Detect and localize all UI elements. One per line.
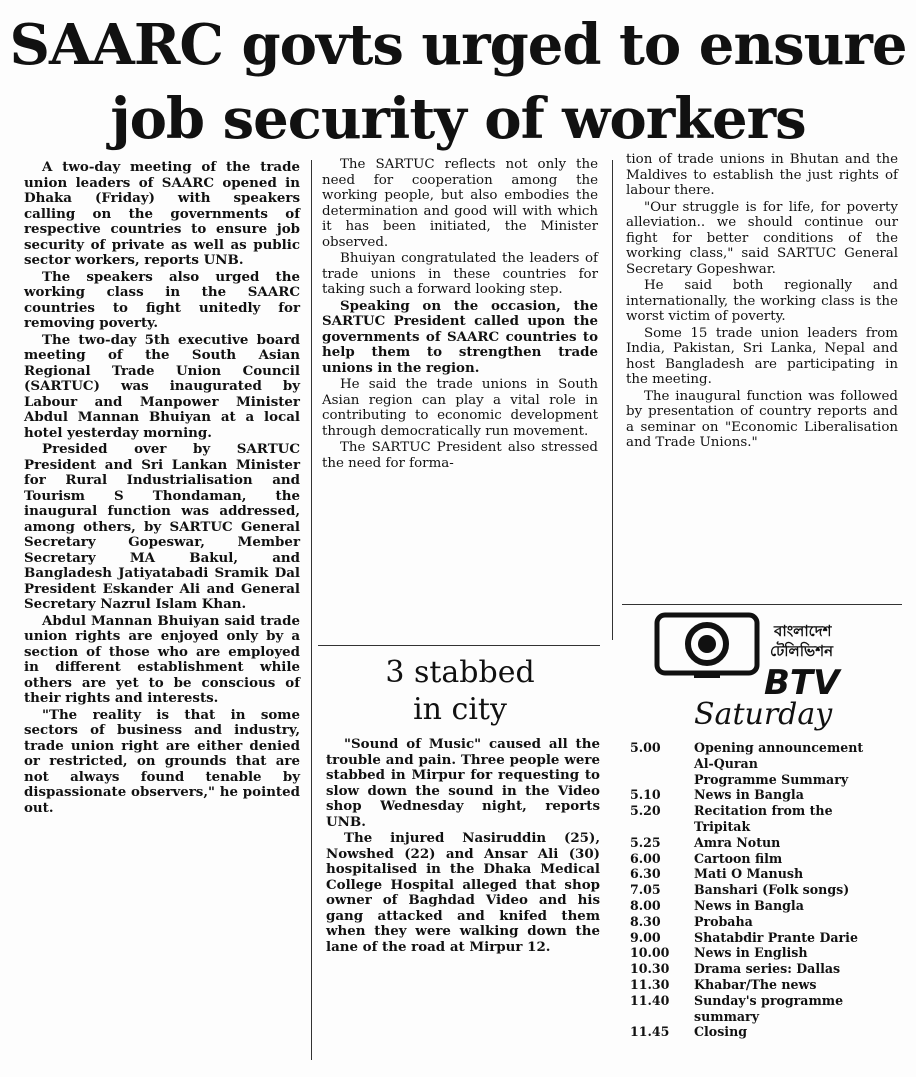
- schedule-row: [630, 898, 902, 914]
- programme-line: Shatabdir Prante Darie: [694, 929, 858, 945]
- programme-line: summary: [694, 1008, 760, 1024]
- schedule-programme: [694, 882, 902, 898]
- programme-line: News in Bangla: [694, 897, 804, 913]
- schedule-time: 10.00: [630, 945, 670, 961]
- schedule-row: [630, 961, 902, 977]
- paragraph: He said both regionally and internationally, the working class is the worst victim of poverty.: [626, 278, 898, 324]
- schedule-row: [630, 851, 902, 867]
- programme-line: Al-Quran: [694, 755, 758, 771]
- programme-line: Drama series: Dallas: [694, 961, 841, 977]
- programme-line: Amra Notun: [694, 834, 781, 850]
- schedule-row: [630, 787, 902, 803]
- schedule-programme: [694, 961, 902, 977]
- schedule-time: 7.05: [630, 882, 661, 898]
- schedule-time: 11.45: [630, 1024, 670, 1040]
- schedule-time: 5.00: [630, 740, 661, 755]
- tv-schedule: [630, 740, 902, 1040]
- headline-line-1: SAARC govts urged to ensure: [9, 12, 907, 78]
- schedule-programme: [694, 930, 902, 946]
- schedule-programme: [694, 993, 902, 1025]
- schedule-row: [630, 945, 902, 961]
- schedule-programme: [694, 851, 902, 867]
- main-story-column-2: [322, 157, 598, 472]
- schedule-row: [630, 977, 902, 993]
- paragraph: The inaugural function was followed by presentation of country reports and a seminar on "Economic Liberalisation and Trade Unions.": [626, 388, 898, 450]
- second-headline-line-2: in city: [413, 692, 507, 727]
- programme-line: Tripitak: [694, 818, 751, 834]
- channel-name: BTV: [764, 663, 840, 703]
- schedule-time: 6.30: [630, 866, 661, 882]
- schedule-row: [630, 1024, 902, 1040]
- schedule-programme: [694, 977, 902, 993]
- second-headline-line-1: 3 stabbed: [385, 655, 535, 690]
- programme-line: Programme Summary: [694, 771, 849, 787]
- schedule-time: 11.30: [630, 976, 670, 992]
- schedule-row: [630, 803, 902, 835]
- schedule-programme: [694, 1024, 902, 1040]
- paragraph: The speakers also urged the working class in the SAARC countries to fight unitedly for removing poverty.: [24, 268, 300, 331]
- schedule-time: 10.30: [630, 961, 670, 977]
- schedule-time: 5.20: [630, 803, 661, 819]
- paragraph: A two-day meeting of the trade union leaders of SAARC opened in Dhaka (Friday) with speakers calling on the governments of respective countries to ensure job security of private as well as public sector workers, reports UNB.: [24, 159, 300, 268]
- paragraph: Speaking on the occasion, the SARTUC President called upon the governments of SAARC countries to help them to strengthen trade unions in the region.: [322, 297, 598, 376]
- schedule-programme: [694, 914, 902, 930]
- schedule-time: 11.40: [630, 992, 670, 1008]
- programme-line: Banshari (Folk songs): [694, 882, 850, 898]
- programme-line: News in Bangla: [694, 787, 804, 803]
- programme-line: Sunday's programme: [694, 992, 844, 1008]
- schedule-row: [630, 930, 902, 946]
- tv-screen-dot-icon: [698, 635, 716, 653]
- paragraph: Bhuiyan congratulated the leaders of trade unions in these countries for taking such a forward looking step.: [322, 251, 598, 297]
- schedule-row: [630, 740, 902, 787]
- schedule-programme: [694, 866, 902, 882]
- paragraph: "Sound of Music" caused all the trouble and pain. Three people were stabbed in Mirpur for requesting to slow down the sound in the Video shop Wednesday night, reports UNB.: [326, 736, 600, 830]
- logo-bangla-line-2: টেলিভিশন: [770, 642, 834, 660]
- schedule-time: 5.25: [630, 834, 661, 850]
- programme-line: Closing: [694, 1024, 748, 1040]
- schedule-programme: [694, 740, 902, 787]
- schedule-time: 9.00: [630, 929, 661, 945]
- column-rule: [311, 160, 312, 1060]
- paragraph: tion of trade unions in Bhutan and the Maldives to establish the just rights of labour there.: [626, 152, 898, 198]
- paragraph: He said the trade unions in South Asian region can play a vital role in contributing to economic development through democratically run movement.: [322, 377, 598, 439]
- schedule-programme: [694, 898, 902, 914]
- main-story-column-1: [24, 160, 300, 817]
- column-rule: [612, 160, 613, 640]
- schedule-time: 6.00: [630, 850, 661, 866]
- schedule-row: [630, 882, 902, 898]
- headline: [0, 8, 916, 156]
- paragraph: The SARTUC President also stressed the need for forma-: [322, 440, 598, 471]
- programme-line: Probaha: [694, 913, 753, 929]
- paragraph: Abdul Mannan Bhuiyan said trade union rights are enjoyed only by a section of those who are employed in different establishment while others are yet to be conscious of their rights and interests.: [24, 612, 300, 706]
- second-story-headline: [322, 654, 598, 728]
- paragraph: The two-day 5th executive board meeting of the South Asian Regional Trade Union Council (SARTUC) was inaugurated by Labour and Manpower Minister Abdul Mannan Bhuiyan at a local hotel yesterday morning.: [24, 331, 300, 441]
- schedule-row: [630, 866, 902, 882]
- paragraph: "Our struggle is for life, for poverty alleviation.. we should continue our fight for better conditions of the working class," said SARTUC General Secretary Gopeshwar.: [626, 199, 898, 277]
- schedule-time: 5.10: [630, 787, 661, 803]
- second-story-body: [326, 737, 600, 956]
- schedule-programme: [694, 835, 902, 851]
- tv-stand-icon: [694, 672, 720, 678]
- programme-line: Mati O Manush: [694, 866, 804, 882]
- main-story-column-3: [626, 152, 898, 452]
- paragraph: Presided over by SARTUC President and Sri Lankan Minister for Rural Industrialisation and Tourism S Thondaman, the inaugural function was addressed, among others, by SARTUC General Secretary Gopeswar, Member Secretary MA Bakul, and Bangladesh Jatiyatabadi Sramik Dal President Eskander Ali and General Secretary Nazrul Islam Khan.: [24, 441, 300, 612]
- story-divider: [318, 645, 600, 646]
- programme-line: Cartoon film: [694, 850, 783, 866]
- schedule-programme: [694, 787, 902, 803]
- schedule-time: 8.30: [630, 913, 661, 929]
- headline-line-2: job security of workers: [110, 86, 806, 152]
- schedule-row: [630, 835, 902, 851]
- schedule-time: 8.00: [630, 897, 661, 913]
- logo-bangla-line-1: বাংলাদেশ: [774, 622, 832, 640]
- schedule-programme: [694, 803, 902, 835]
- paragraph: "The reality is that in some sectors of business and industry, trade union right are either denied or restricted, on grounds that are not always found tenable by dispassionate observers," he pointed out.: [24, 706, 300, 816]
- paragraph: The injured Nasiruddin (25), Nowshed (22) and Ansar Ali (30) hospitalised in the Dhaka Medical College Hospital alleged that shop owner of Baghdad Video and his gang attacked and knifed them when they were walking down the lane of the road at Mirpur 12.: [326, 830, 600, 955]
- programme-line: News in English: [694, 945, 808, 961]
- story-divider: [622, 604, 902, 605]
- schedule-programme: [694, 945, 902, 961]
- schedule-row: [630, 914, 902, 930]
- programme-line: Khabar/The news: [694, 976, 817, 992]
- paragraph: Some 15 trade union leaders from India, Pakistan, Sri Lanka, Nepal and host Bangladesh are participating in the meeting.: [626, 325, 898, 387]
- schedule-row: [630, 993, 902, 1025]
- programme-line: Opening announcement: [694, 740, 864, 755]
- paragraph: The SARTUC reflects not only the need for cooperation among the working people, but also embodies the determination and good will with which it has been initiated, the Minister observed.: [322, 157, 598, 250]
- listing-day: Saturday: [694, 697, 833, 732]
- programme-line: Recitation from the: [694, 803, 833, 819]
